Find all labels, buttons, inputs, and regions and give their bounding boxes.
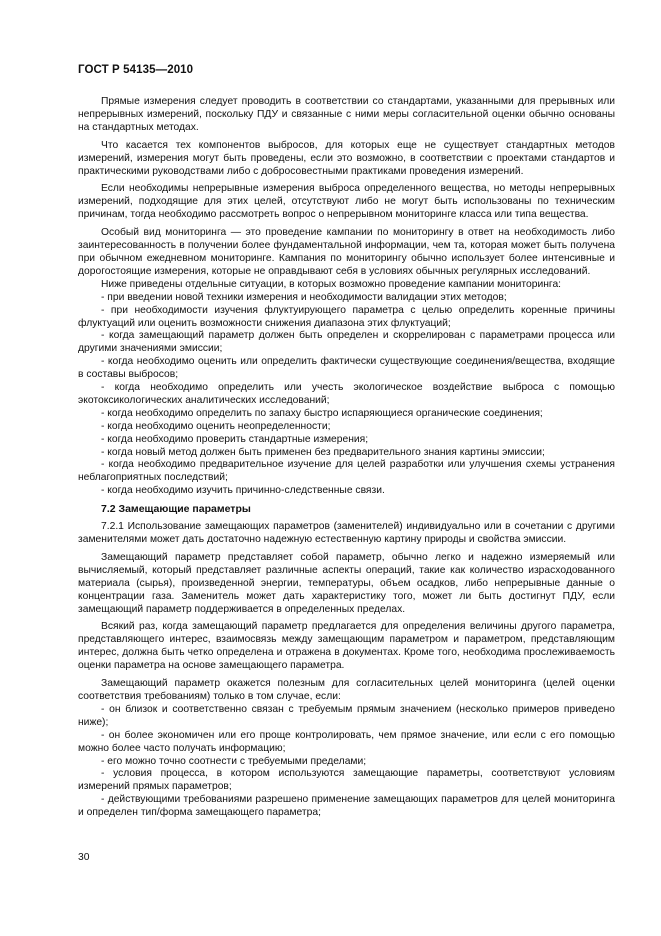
list-item: - при необходимости изучения флуктуирующего параметра с целью определить коренные причины флуктуаций или оценить возможности снижения диапазона этих флуктуаций; — [78, 304, 615, 329]
list-item: - он близок и соответственно связан с требуемым прямым значением (несколько примеров приведено ниже); — [78, 703, 615, 728]
list-item: - когда необходимо проверить стандартные измерения; — [101, 433, 369, 445]
document-body — [78, 96, 615, 820]
list-item: - он более экономичен или его проще контролировать, чем прямое значение, или если с его помощью можно более часто получать информацию; — [78, 729, 615, 754]
list-item: - когда новый метод должен быть применен без предварительного знания картины эмиссии; — [101, 446, 545, 458]
paragraph: Всякий раз, когда замещающий параметр предлагается для определения величины другого параметра, представляющего интерес, взаимосвязь между замещающим параметром и параметром, представляющим интерес, должна быть четко определена и отражена в документах. Кроме того, необходима прослеживаемость оценки параметра на основе замещающего параметра. — [78, 621, 615, 672]
list-item: - его можно точно соотнести с требуемыми пределами; — [101, 755, 367, 767]
list-item: - когда необходимо предварительное изучение для целей разработки или улучшения схемы устранения неблагоприятных последствий; — [78, 459, 615, 484]
paragraph: Особый вид мониторинга — это проведение кампании по мониторингу в ответ на необходимость либо заинтересованность в получении более фундаментальной информации, чем та, которая может быть получена при обычном ежедневном мониторинге. Кампания по мониторингу обычно использует более интенсивные и дорогостоящие измерения, которые не оправдывают себя в условиях обычных регулярных исследований. — [78, 227, 615, 277]
paragraph: Ниже приведены отдельные ситуации, в которых возможно проведение кампании мониторинга: — [101, 278, 562, 290]
list-item: - когда необходимо определить или учесть экологическое воздействие выброса с помощью экотоксикологических аналитических исследований; — [78, 382, 615, 406]
list-item: - когда замещающий параметр должен быть определен и скоррелирован с параметрами процесса или другими значениями эмиссии; — [78, 330, 615, 355]
list-item: - когда необходимо оценить или определить фактически существующие соединения/вещества, входящие в составы выбросов; — [78, 356, 615, 381]
paragraph: Замещающий параметр представляет собой параметр, обычно легко и надежно измеряемый или вычисляемый, который представляет различные аспекты операций, такие как количество израсходованного материала (сырья), произведенной энергии, температуры, объем осадков, либо непрерывные данные о концентрации газа. Заменитель может дать характеристику того, может ли быть достигнут ПДУ, если замещающий параметр поддерживается в определенных пределах. — [78, 551, 615, 615]
list-item: - условия процесса, в котором используются замещающие параметры, соответствуют условиям измерений прямых параметров; — [78, 768, 615, 793]
section-heading: 7.2 Замещающие параметры — [101, 503, 251, 516]
paragraph: Что касается тех компонентов выбросов, для которых еще не существует стандартных методов измерений, измерения могут быть проведены, если это возможно, в соответствии с проектами стандартов и практическими руководствами либо с добросовестными практиками проведения измерений. — [78, 139, 615, 177]
paragraph: Замещающий параметр окажется полезным для согласительных целей мониторинга (целей оценки соответствия требованиям) только в том случае, если: — [78, 678, 615, 702]
document-code-header: ГОСТ Р 54135—2010 — [78, 64, 194, 76]
page-number: 30 — [78, 852, 90, 863]
paragraph: Прямые измерения следует проводить в соответствии со стандартами, указанными для прерывных или непрерывных измерений, поскольку ПДУ и связанные с ними меры согласительной оценки обычно основаны на стандартных методах. — [78, 96, 615, 133]
list-item: - когда необходимо изучить причинно-следственные связи. — [101, 485, 385, 497]
list-item: - когда необходимо оценить неопределенности; — [101, 420, 331, 432]
paragraph: Если необходимы непрерывные измерения выброса определенного вещества, но методы непрерывных измерений, подходящие для этих целей, отсутствуют либо не могут быть использованы по техническим причинам, тогда необходимо рассмотреть вопрос о непрерывном мониторинге класса или типа вещества. — [78, 183, 615, 221]
list-item: - при введении новой техники измерения и необходимости валидации этих методов; — [101, 291, 507, 303]
paragraph: 7.2.1 Использование замещающих параметров (заменителей) индивидуально или в сочетании с другими заменителями может дать достаточно надежную естественную картину природы и свойства эмиссии. — [78, 521, 615, 545]
list-item: - действующими требованиями разрешено применение замещающих параметров для целей мониторинга и определен тип/форма замещающего параметра; — [78, 794, 615, 819]
list-item: - когда необходимо определить по запаху быстро испаряющиеся органические соединения; — [101, 407, 543, 419]
